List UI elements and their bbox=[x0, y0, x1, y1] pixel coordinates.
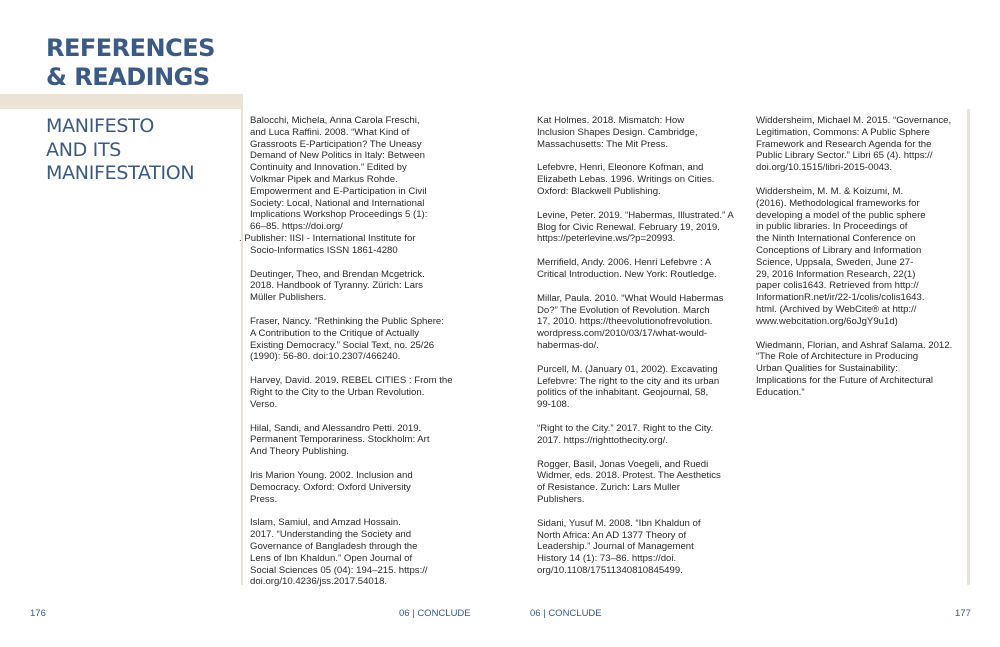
reference-entry bbox=[250, 316, 468, 363]
reference-line: Kat Holmes. 2018. Mismatch: How bbox=[537, 115, 685, 126]
reference-entry bbox=[239, 115, 468, 257]
reference-line: Elizabeth Lebas. 1996. Writings on Cities. bbox=[537, 174, 715, 186]
reference-line: habermas-do/. bbox=[537, 339, 599, 351]
left-page-number: 176 bbox=[30, 608, 46, 619]
reference-line: Critical Introduction. New York: Routledge. bbox=[537, 268, 717, 280]
reference-entry bbox=[250, 423, 468, 458]
reference-line: Implications Workshop Proceedings 5 (1): bbox=[250, 209, 428, 221]
reference-line: Social Sciences 05 (04): 194–215. https:// bbox=[250, 564, 428, 576]
reference-line: Volkmar Pipek and Markus Rohde. bbox=[250, 173, 398, 185]
reference-line: A Contribution to the Critique of Actually bbox=[250, 327, 420, 339]
reference-line: Do?” The Evolution of Revolution. March bbox=[537, 304, 710, 316]
reference-line: (2016). Methodological frameworks for bbox=[756, 197, 920, 209]
left-section-label: 06 | CONCLUDE bbox=[399, 608, 471, 619]
reference-line: “Right to the City.” 2017. Right to the City. bbox=[537, 422, 714, 434]
reference-entry bbox=[537, 162, 747, 197]
reference-line: Urban Qualities for Sustainability: bbox=[756, 363, 898, 375]
reference-line: Levine, Peter. 2019. “Habermas, Illustrated.” A bbox=[537, 209, 734, 221]
page-title-line-1: REFERENCES bbox=[46, 34, 215, 62]
reference-entry bbox=[756, 340, 962, 399]
reference-line: North Africa: An AD 1377 Theory of bbox=[537, 529, 687, 541]
reference-line: Conceptions of Library and Information bbox=[756, 244, 922, 256]
reference-line: Iris Marion Young. 2002. Inclusion and bbox=[250, 469, 413, 481]
reference-entry bbox=[250, 375, 468, 410]
reference-line: developing a model of the public sphere bbox=[756, 209, 926, 221]
right-section-label: 06 | CONCLUDE bbox=[530, 608, 602, 619]
reference-line: wordpress.com/2010/03/17/what-would- bbox=[537, 328, 708, 340]
reference-line: Lens of Ibn Khaldun.” Open Journal of bbox=[250, 552, 413, 564]
reference-line: Hilal, Sandi, and Alessandro Petti. 2019. bbox=[250, 422, 422, 434]
reference-line: Existing Democracy.” Social Text, no. 25/26 bbox=[250, 339, 435, 351]
reference-line: in public libraries. In Proceedings of bbox=[756, 221, 908, 233]
reference-line: Governance of Bangladesh through the bbox=[250, 540, 418, 552]
reference-line: Verso. bbox=[250, 398, 278, 410]
reference-line: Widdersheim, M. M. & Koizumi, M. bbox=[756, 185, 904, 197]
reference-line: Fraser, Nancy. “Rethinking the Public Sphere: bbox=[250, 315, 444, 327]
reference-line: Harvey, David. 2019. REBEL CITIES : From the bbox=[250, 375, 453, 387]
left-column-rule bbox=[241, 109, 243, 585]
reference-line: Balocchi, Michela, Anna Carola Freschi, bbox=[250, 115, 420, 126]
reference-line: 2017. “Understanding the Society and bbox=[250, 529, 412, 541]
reference-line: And Theory Publishing. bbox=[250, 446, 350, 458]
reference-line: Implications for the Future of Architectural bbox=[756, 374, 934, 386]
reference-line: Merrifield, Andy. 2006. Henri Lefebvre : A bbox=[537, 257, 712, 269]
reference-line: “The Role of Architecture in Producing bbox=[756, 351, 919, 363]
reference-line: Massachusetts: The Mit Press. bbox=[537, 138, 668, 150]
reference-line: doi.org/10.1515/libri-2015-0043. bbox=[756, 162, 893, 174]
reference-line: Press. bbox=[250, 493, 278, 505]
reference-line: 2017. https://righttothecity.org/. bbox=[537, 434, 669, 446]
reference-line: Science, Uppsala, Sweden, June 27- bbox=[756, 256, 914, 268]
reference-line: Deutinger, Theo, and Brendan Mcgetrick. bbox=[250, 268, 425, 280]
reference-line: Millar, Paula. 2010. “What Would Habermas bbox=[537, 292, 724, 304]
reference-entry bbox=[537, 293, 747, 352]
reference-line: Blog for Civic Renewal. February 19, 2019. bbox=[537, 221, 720, 233]
section-title-line-1: MANIFESTO bbox=[46, 115, 155, 137]
references-column-1 bbox=[239, 115, 468, 600]
reference-entry bbox=[250, 470, 468, 505]
reference-entry bbox=[250, 517, 468, 588]
reference-line: Sidani, Yusuf M. 2008. “Ibn Khaldun of bbox=[537, 517, 701, 529]
reference-line: of Resistance. Zurich: Lars Muller bbox=[537, 482, 680, 494]
reference-line: org/10.1108/17511340810845499. bbox=[537, 564, 683, 576]
reference-line: 17, 2010. https://theevolutionofrevolution. bbox=[537, 316, 713, 328]
reference-entry bbox=[537, 115, 747, 150]
reference-line: Inclusion Shapes Design. Cambridge, bbox=[537, 126, 698, 138]
reference-entry bbox=[537, 518, 747, 577]
reference-line: Framework and Research Agenda for the bbox=[756, 138, 932, 150]
reference-line: and Luca Raffini. 2008. “What Kind of bbox=[250, 126, 410, 138]
reference-entry bbox=[537, 210, 747, 245]
reference-line: 2018. Handbook of Tyranny. Zürich: Lars bbox=[250, 280, 423, 292]
reference-line: Rogger, Basil, Jonas Voegeli, and Ruedi bbox=[537, 458, 709, 470]
reference-line: Widmer, eds. 2018. Protest. The Aesthetics bbox=[537, 470, 721, 482]
reference-line: 29, 2016 Information Research, 22(1) bbox=[756, 268, 916, 280]
reference-line: Socio-Informatics ISSN 1861-4280 bbox=[250, 244, 398, 256]
references-column-2 bbox=[537, 115, 747, 589]
reference-line: Lefebvre, Henri, Eleonore Kofman, and bbox=[537, 162, 704, 174]
reference-entry bbox=[537, 257, 747, 281]
reference-line: Publishers. bbox=[537, 493, 585, 505]
reference-line: Public Library Sector.” Libri 65 (4). https:// bbox=[756, 150, 933, 162]
reference-line: (1990): 56-80. doi:10.2307/466240. bbox=[250, 351, 401, 363]
reference-line: . Publisher: IISI - International Institute for bbox=[239, 232, 416, 244]
reference-line: the Ninth International Conference on bbox=[756, 233, 916, 245]
reference-line: html. (Archived by WebCite® at http:// bbox=[756, 303, 917, 315]
right-edge-rule bbox=[967, 109, 970, 585]
reference-line: www.webcitation.org/6oJgY9u1d) bbox=[756, 315, 898, 327]
reference-line: https://peterlevine.ws/?p=20993. bbox=[537, 233, 676, 245]
reference-line: History 14 (1): 73–86. https://doi. bbox=[537, 553, 677, 565]
reference-line: Right to the City to the Urban Revolution. bbox=[250, 386, 425, 398]
reference-line: Permanent Temporariness. Stockholm: Art bbox=[250, 434, 430, 446]
page-title bbox=[46, 34, 215, 92]
section-title-line-2: AND ITS bbox=[46, 138, 122, 161]
reference-line: Leadership.” Journal of Management bbox=[537, 541, 694, 553]
reference-line: Continuity and Innovation.” Edited by bbox=[250, 162, 407, 174]
reference-line: InformationR.net/ir/22-1/colis/colis1643. bbox=[756, 292, 925, 304]
right-page-number: 177 bbox=[955, 608, 971, 619]
reference-line: Purcell, M. (January 01, 2002). Excavating bbox=[537, 363, 718, 375]
section-title-line-3: MANIFESTATION bbox=[46, 162, 195, 184]
reference-line: Widdersheim, Michael M. 2015. “Governance, bbox=[756, 115, 952, 126]
reference-line: Society: Local, National and International bbox=[250, 197, 425, 209]
reference-entry bbox=[250, 269, 468, 304]
title-divider-band bbox=[0, 94, 243, 109]
reference-line: Islam, Samiul, and Amzad Hossain. bbox=[250, 517, 401, 529]
reference-line: 66–85. https://doi.org/ bbox=[250, 221, 343, 233]
reference-line: Democracy. Oxford: Oxford University bbox=[250, 481, 411, 493]
reference-line: Wiedmann, Florian, and Ashraf Salama. 2012. bbox=[756, 339, 953, 351]
reference-entry bbox=[537, 423, 747, 447]
reference-entry bbox=[537, 364, 747, 411]
reference-entry bbox=[756, 186, 962, 328]
reference-line: Legitimation, Commons: A Public Sphere bbox=[756, 126, 930, 138]
reference-line: Empowerment and E-Participation in Civil bbox=[250, 185, 427, 197]
references-column-3 bbox=[756, 115, 962, 411]
reference-line: Oxford: Blackwell Publishing. bbox=[537, 185, 661, 197]
reference-line: paper colis1643. Retrieved from http:// bbox=[756, 280, 919, 292]
reference-entry bbox=[537, 459, 747, 506]
reference-line: Grassroots E-Participation? The Uneasy bbox=[250, 138, 422, 150]
reference-line: doi.org/10.4236/jss.2017.54018. bbox=[250, 576, 388, 588]
reference-line: Education.” bbox=[756, 386, 805, 398]
reference-line: Lefebvre: The right to the city and its urban bbox=[537, 375, 720, 387]
page-title-line-2: & READINGS bbox=[46, 63, 210, 91]
reference-line: Müller Publishers. bbox=[250, 292, 327, 304]
reference-line: 99-108. bbox=[537, 399, 570, 411]
reference-entry bbox=[756, 115, 962, 174]
reference-line: politics of the inhabitant. Geojournal, 58, bbox=[537, 387, 709, 399]
section-title bbox=[46, 115, 194, 186]
reference-line: Demand of New Politics in Italy: Between bbox=[250, 150, 425, 162]
